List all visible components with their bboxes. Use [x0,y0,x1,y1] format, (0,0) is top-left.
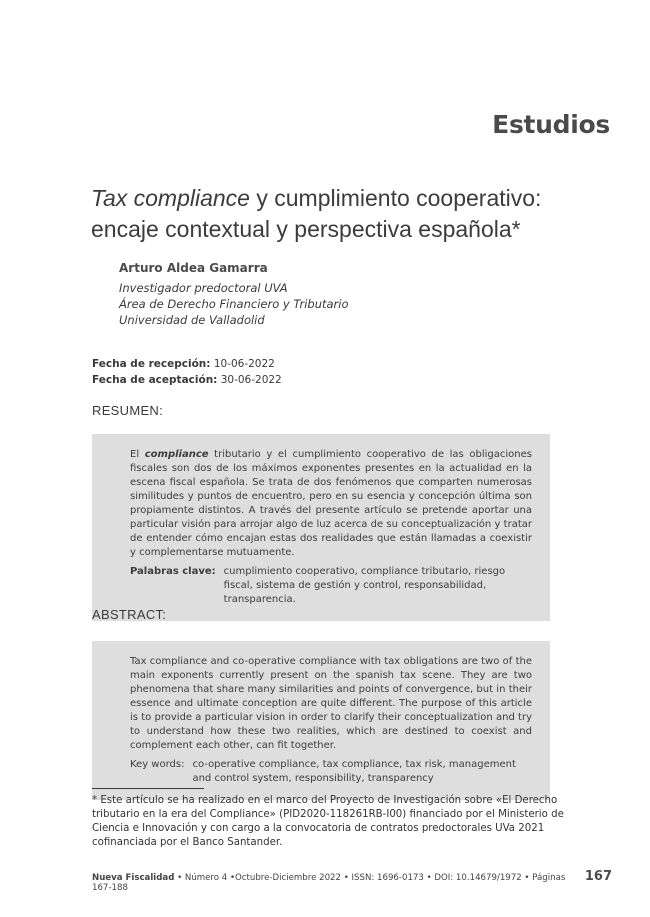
title-line2: encaje contextual y perspectiva española* [91,216,521,242]
footnote: * Este artículo se ha realizado en el marco del Proyecto de Investigación sobre «El Derecho tributario en la era del Compliance» (PID2020-118261RB-I00) financiado por el Ministerio de Ciencia e Innovación y con cargo a la convocatoria de contratos predoctorales UVa 2021 cofinanciada por el Banco Santander. [92,795,564,848]
resumen-heading: RESUMEN: [92,403,164,418]
article-title [91,183,591,245]
accepted-date: 30-06-2022 [217,374,282,386]
keywords-list-en: co-operative compliance, tax compliance, tax risk, management and control system, responsibility, transparency [192,759,516,784]
section-label: Estudios [492,110,610,139]
abstract-box [92,641,550,800]
abstract-keywords [130,758,532,786]
abstract-text: Tax compliance and co-operative compliance with tax obligations are two of the main exponents currently present on the spanish tax scene. They are two phenomena that share many similarities and points of convergence, but in their essence and ultimate conception are quite different. The purpose of this article is to provide a particular vision in order to clarify their conceptualization and try to understand how these two realities, which are destined to coexist and complement each other, can fit together. [130,656,532,751]
author-affiliation: Investigador predoctoral UVA [119,281,288,295]
journal-name: Nueva Fiscalidad [92,873,175,883]
received-label: Fecha de recepción: [92,358,211,370]
author-block [119,261,349,328]
footnote-rule [92,788,204,789]
article-dates [92,356,282,388]
keywords-label-en: Key words: [130,759,185,770]
author-affiliation: Área de Derecho Financiero y Tributario [119,297,349,311]
abstract-heading: ABSTRACT: [92,607,167,622]
title-italic: Tax compliance [91,185,250,211]
footer-citation [92,873,585,893]
keywords-label: Palabras clave: [130,566,216,577]
resumen-text-prefix: El [130,449,145,460]
resumen-text [130,448,532,560]
received-date: 10-06-2022 [210,358,275,370]
page-footer [92,869,612,893]
resumen-keywords [130,565,532,607]
resumen-box [92,434,550,621]
resumen-text-emphasis: compliance [144,449,209,460]
accepted-label: Fecha de aceptación: [92,374,218,386]
footer-details: • Número 4 •Octubre-Diciembre 2022 • ISSN: 1696-0173 • DOI: 10.14679/1972 • Páginas 167-188 [92,873,566,893]
page-number: 167 [584,869,612,884]
resumen-text-body: tributario y el cumplimiento cooperativo de las obligaciones fiscales son dos de los máximos exponentes presentes en la actualidad en la escena fiscal española. Se trata de dos fenómenos que comparten numerosas similitudes y puntos de encuentro, pero en su esencia y concepción última son propiamente distintos. A través del presente artículo se pretende aportar una particular visión para arrojar algo de luz acerca de su conceptualización y tratar de entender cómo encajan estas dos realidades que están llamadas a coexistir y complementarse mutuamente. [130,449,532,558]
author-affiliation: Universidad de Valladolid [119,313,265,327]
author-name: Arturo Aldea Gamarra [119,261,268,275]
title-line1-rest: y cumplimiento cooperativo: [249,185,542,211]
keywords-list: cumplimiento cooperativo, compliance tributario, riesgo fiscal, sistema de gestión y control, responsabilidad, transparencia. [223,566,506,605]
